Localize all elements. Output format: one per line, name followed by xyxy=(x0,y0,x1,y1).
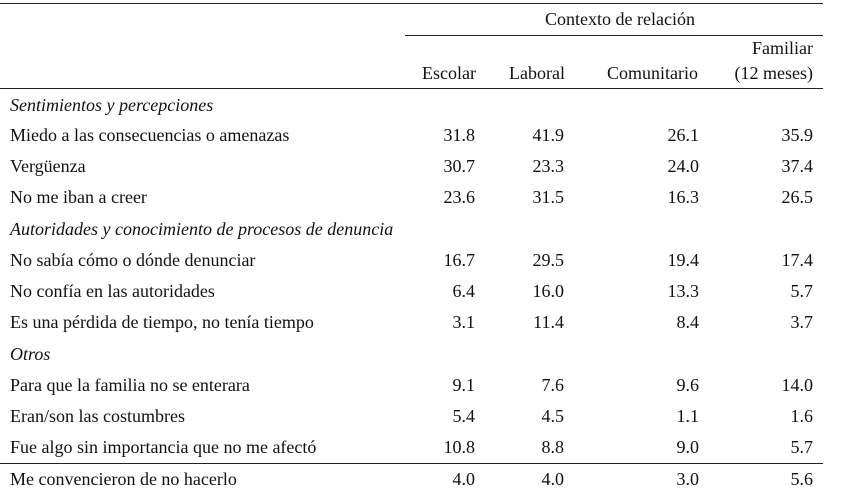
cell-escolar: 10.8 xyxy=(443,437,475,457)
cell-comunitario: 13.3 xyxy=(667,281,699,301)
row-label: No me iban a creer xyxy=(10,187,147,207)
column-header-comunitario: Comunitario xyxy=(607,63,698,83)
table-row xyxy=(0,245,823,276)
cell-laboral: 16.0 xyxy=(532,281,564,301)
row-label: Vergüenza xyxy=(10,156,86,176)
row-label: Es una pérdida de tiempo, no tenía tiempo xyxy=(10,312,314,332)
cell-laboral: 23.3 xyxy=(532,156,564,176)
section-title-otros: Otros xyxy=(10,344,51,364)
cell-familiar: 26.5 xyxy=(781,187,813,207)
table-row xyxy=(0,182,823,213)
cell-comunitario: 19.4 xyxy=(667,250,699,270)
cell-comunitario: 1.1 xyxy=(676,406,699,426)
cell-comunitario: 24.0 xyxy=(667,156,699,176)
table-row xyxy=(0,307,823,338)
column-header-laboral: Laboral xyxy=(509,63,565,83)
column-header-familiar-line1: Familiar xyxy=(752,38,813,58)
cell-escolar: 16.7 xyxy=(443,250,475,270)
cell-comunitario: 16.3 xyxy=(667,187,699,207)
cell-comunitario: 26.1 xyxy=(667,125,699,145)
cell-familiar: 5.7 xyxy=(790,437,813,457)
row-label: Eran/son las costumbres xyxy=(10,406,185,426)
cell-familiar: 17.4 xyxy=(781,250,813,270)
row-label: Miedo a las consecuencias o amenazas xyxy=(10,125,290,145)
cell-familiar: 5.6 xyxy=(790,469,813,489)
cell-laboral: 4.0 xyxy=(541,469,564,489)
table-row xyxy=(0,276,823,307)
cell-escolar: 6.4 xyxy=(452,281,475,301)
table-row xyxy=(0,432,823,463)
cell-laboral: 8.8 xyxy=(541,437,564,457)
table-row xyxy=(0,464,823,495)
table-row xyxy=(0,401,823,432)
cell-familiar: 37.4 xyxy=(781,156,813,176)
context-underline xyxy=(405,35,823,36)
cell-comunitario: 3.0 xyxy=(676,469,699,489)
header-bottom-rule xyxy=(0,88,823,89)
table-row xyxy=(0,120,823,151)
cell-laboral: 41.9 xyxy=(532,125,564,145)
table-row xyxy=(0,370,823,401)
row-label: Me convencieron de no hacerlo xyxy=(10,469,237,489)
top-rule xyxy=(0,3,823,4)
section-title-autoridades: Autoridades y conocimiento de procesos de denuncia xyxy=(10,219,394,239)
context-header: Contexto de relación xyxy=(545,9,695,29)
cell-familiar: 14.0 xyxy=(781,375,813,395)
row-label: No sabía cómo o dónde denunciar xyxy=(10,250,256,270)
cell-escolar: 30.7 xyxy=(443,156,475,176)
cell-familiar: 35.9 xyxy=(781,125,813,145)
row-label: Para que la familia no se enterara xyxy=(10,375,250,395)
cell-familiar: 1.6 xyxy=(790,406,813,426)
cell-laboral: 31.5 xyxy=(532,187,564,207)
cell-comunitario: 9.0 xyxy=(676,437,699,457)
cell-escolar: 23.6 xyxy=(443,187,475,207)
table-row xyxy=(0,151,823,182)
section-title-sentimientos: Sentimientos y percepciones xyxy=(10,95,214,115)
cell-escolar: 5.4 xyxy=(452,406,475,426)
column-header-escolar: Escolar xyxy=(422,63,476,83)
cell-escolar: 4.0 xyxy=(452,469,475,489)
column-header-familiar-line2: (12 meses) xyxy=(734,63,813,83)
row-label: No confía en las autoridades xyxy=(10,281,215,301)
cell-comunitario: 9.6 xyxy=(676,375,699,395)
cell-familiar: 3.7 xyxy=(790,312,813,332)
row-label: Fue algo sin importancia que no me afectó xyxy=(10,437,317,457)
cell-escolar: 3.1 xyxy=(452,312,475,332)
cell-laboral: 4.5 xyxy=(541,406,564,426)
cell-escolar: 9.1 xyxy=(452,375,475,395)
cell-laboral: 11.4 xyxy=(533,312,564,332)
cell-escolar: 31.8 xyxy=(443,125,475,145)
cell-laboral: 29.5 xyxy=(532,250,564,270)
cell-comunitario: 8.4 xyxy=(676,312,699,332)
cell-familiar: 5.7 xyxy=(790,281,813,301)
cell-laboral: 7.6 xyxy=(541,375,564,395)
